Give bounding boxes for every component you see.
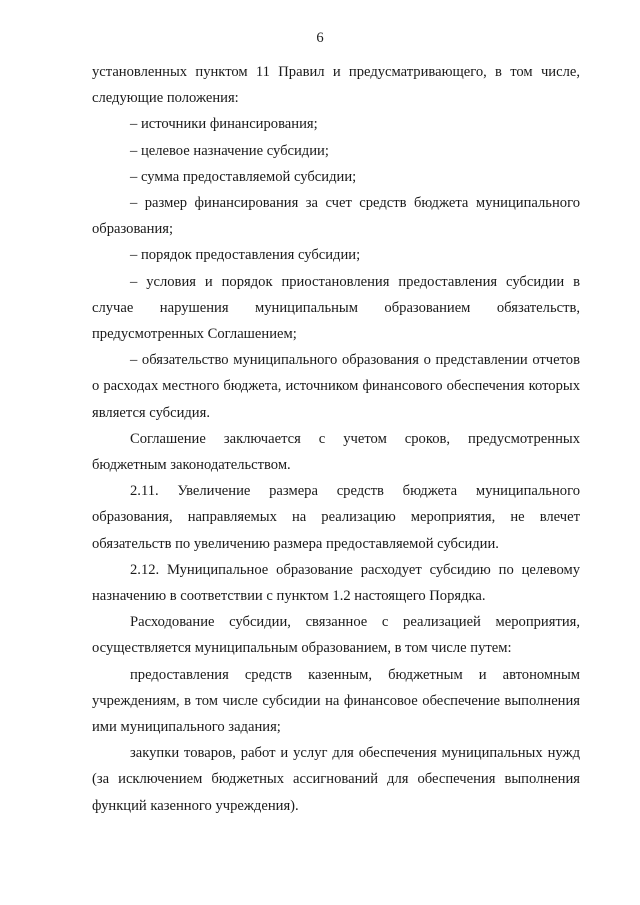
list-item-procedure: – порядок предоставления субсидии; xyxy=(130,247,361,264)
list-item-financing-size: – размер финансирования за счет средств бюджета муниципального образования; xyxy=(92,195,580,238)
list-item-purpose: – целевое назначение субсидии; xyxy=(130,142,329,159)
paragraph-agreement-terms: Соглашение заключается с учетом сроков, предусмотренных бюджетным законодательством. xyxy=(92,430,580,474)
paragraph-procurement: закупки товаров, работ и услуг для обеспечения муниципальных нужд (за исключением бюджетных ассигнований для обеспечения выполнения функций казенного учреждения). xyxy=(92,745,580,814)
document-body xyxy=(92,59,580,819)
clause-2-12: 2.12. Муниципальное образование расходует субсидию по целевому назначению в соответствии с пунктом 1.2 настоящего Порядка. xyxy=(92,561,580,605)
clause-2-11: 2.11. Увеличение размера средств бюджета муниципального образования, направляемых на реализацию мероприятия, не влечет обязательств по увеличению размера предоставляемой субсидии. xyxy=(92,483,580,552)
list-item-reporting: – обязательство муниципального образования о представлении отчетов о расходах местного бюджета, источником финансового обеспечения которых является субсидия. xyxy=(92,352,580,421)
paragraph-provision-funds: предоставления средств казенным, бюджетным и автономным учреждениям, в том числе субсидии на финансовое обеспечение выполнения ими муниципального задания; xyxy=(92,666,580,736)
list-item-suspension: – условия и порядок приостановления предоставления субсидии в случае нарушения муниципальным образованием обязательств, предусмотренных Соглашением; xyxy=(92,273,580,343)
paragraph-intro: установленных пунктом 11 Правил и предусматривающего, в том числе, следующие положения: xyxy=(92,64,580,107)
list-item-amount: – сумма предоставляемой субсидии; xyxy=(130,168,357,185)
page-number: 6 xyxy=(316,30,324,46)
list-item-funding-sources: – источники финансирования; xyxy=(130,116,318,133)
paragraph-spending: Расходование субсидии, связанное с реализацией мероприятия, осуществляется муниципальным образованием, в том числе путем: xyxy=(92,614,580,657)
